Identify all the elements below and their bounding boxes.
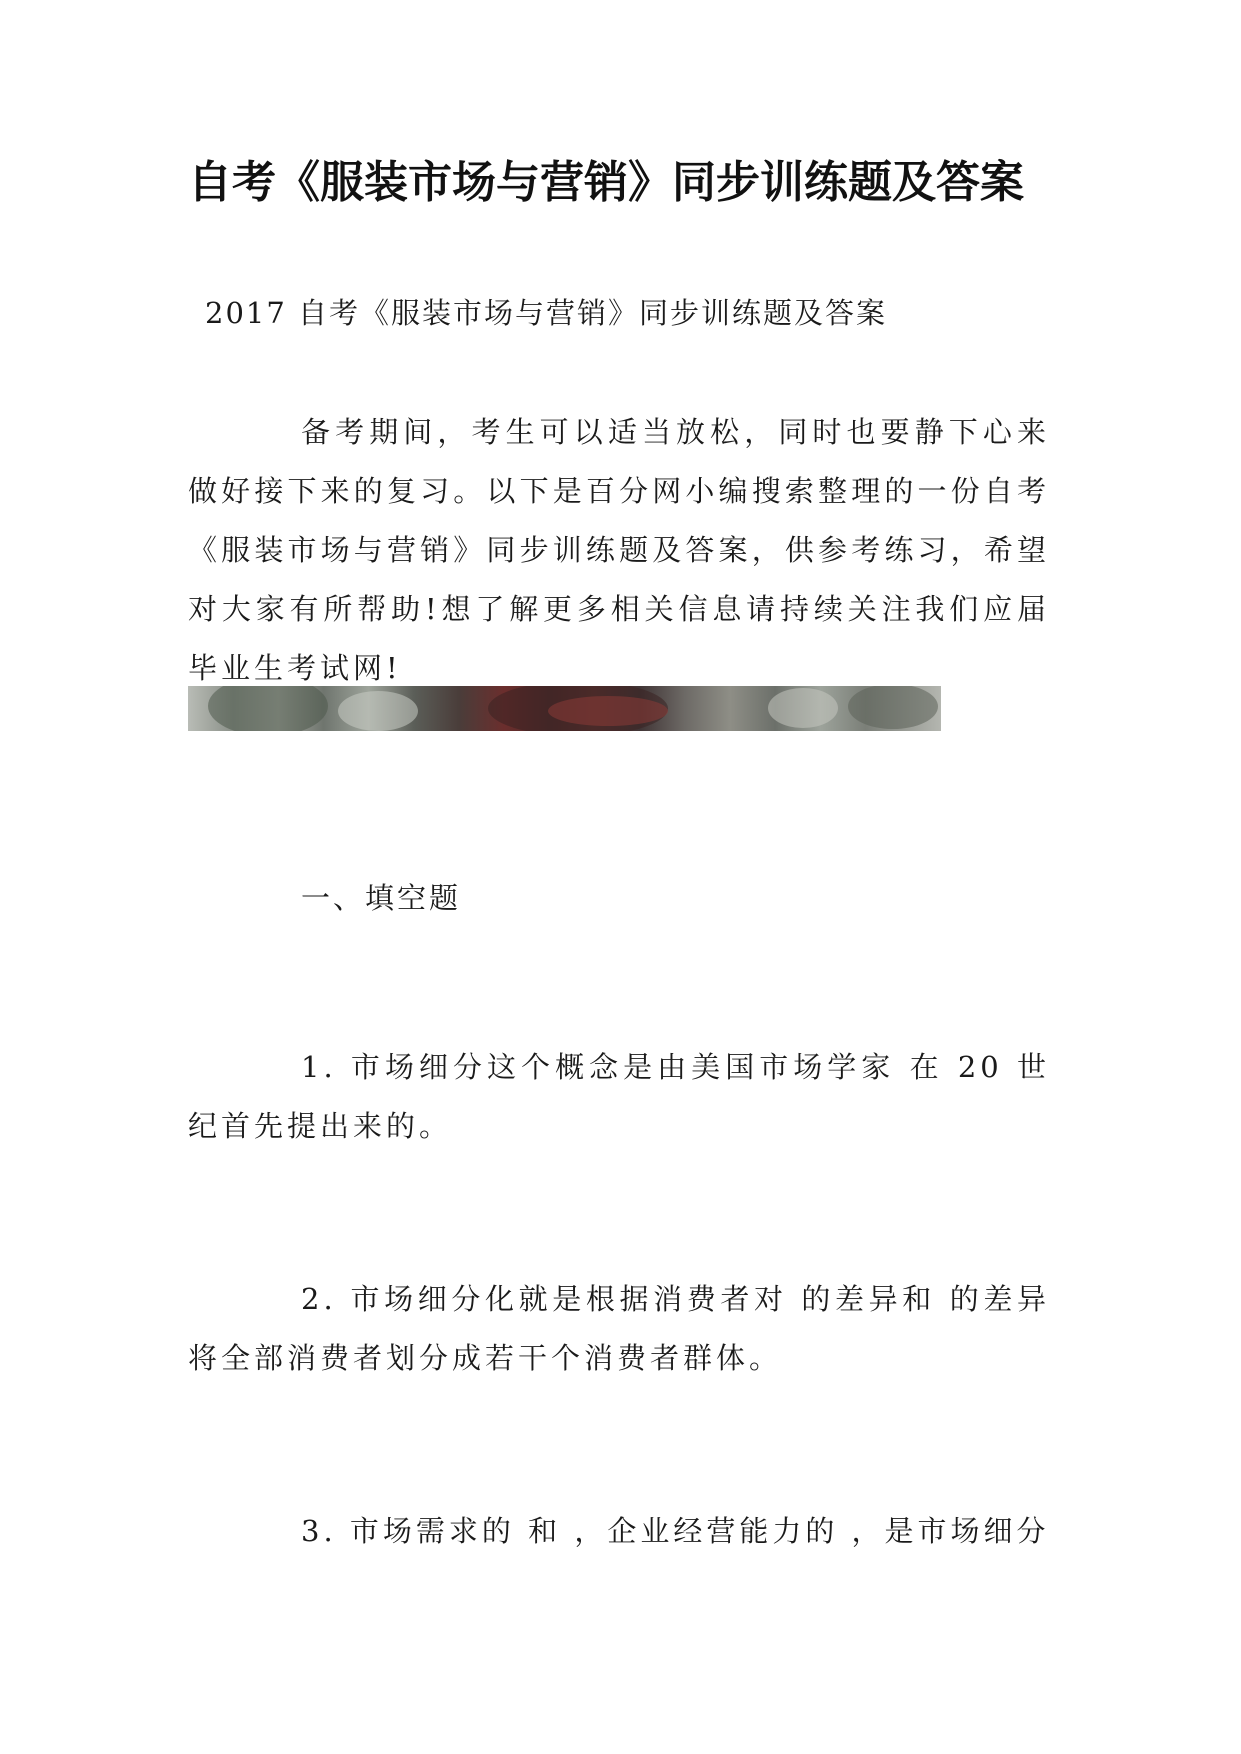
photo-stones-far-right <box>848 686 938 729</box>
question-item: 3. 市场需求的 和 ，企业经营能力的 ，是市场细分 <box>301 1514 1050 1548</box>
section-heading: 一、填空题 <box>301 881 462 915</box>
photo-stones-right <box>768 688 838 728</box>
question-item: 1. 市场细分这个概念是由美国市场学家 在 20 世纪首先提出来的。 <box>188 1050 1050 1143</box>
photo-foliage-mid <box>338 691 418 731</box>
document-subtitle: 2017 自考《服装市场与营销》同步训练题及答案 <box>205 296 888 330</box>
intro-paragraph: 备考期间，考生可以适当放松，同时也要静下心来做好接下来的复习。以下是百分网小编搜索整理的一份自考《服装市场与营销》同步训练题及答案，供参考练习，希望对大家有所帮助!想了解更多相关信息请持续关注我们应届毕业生考试网! <box>188 415 1050 685</box>
document-title: 自考《服装市场与营销》同步训练题及答案 <box>188 157 1024 208</box>
photo-foliage-left <box>208 686 328 731</box>
photo-red-center <box>548 696 668 726</box>
question-item: 2. 市场细分化就是根据消费者对 的差异和 的差异将全部消费者划分成若干个消费者群体。 <box>188 1282 1050 1375</box>
embedded-photo <box>188 686 941 731</box>
